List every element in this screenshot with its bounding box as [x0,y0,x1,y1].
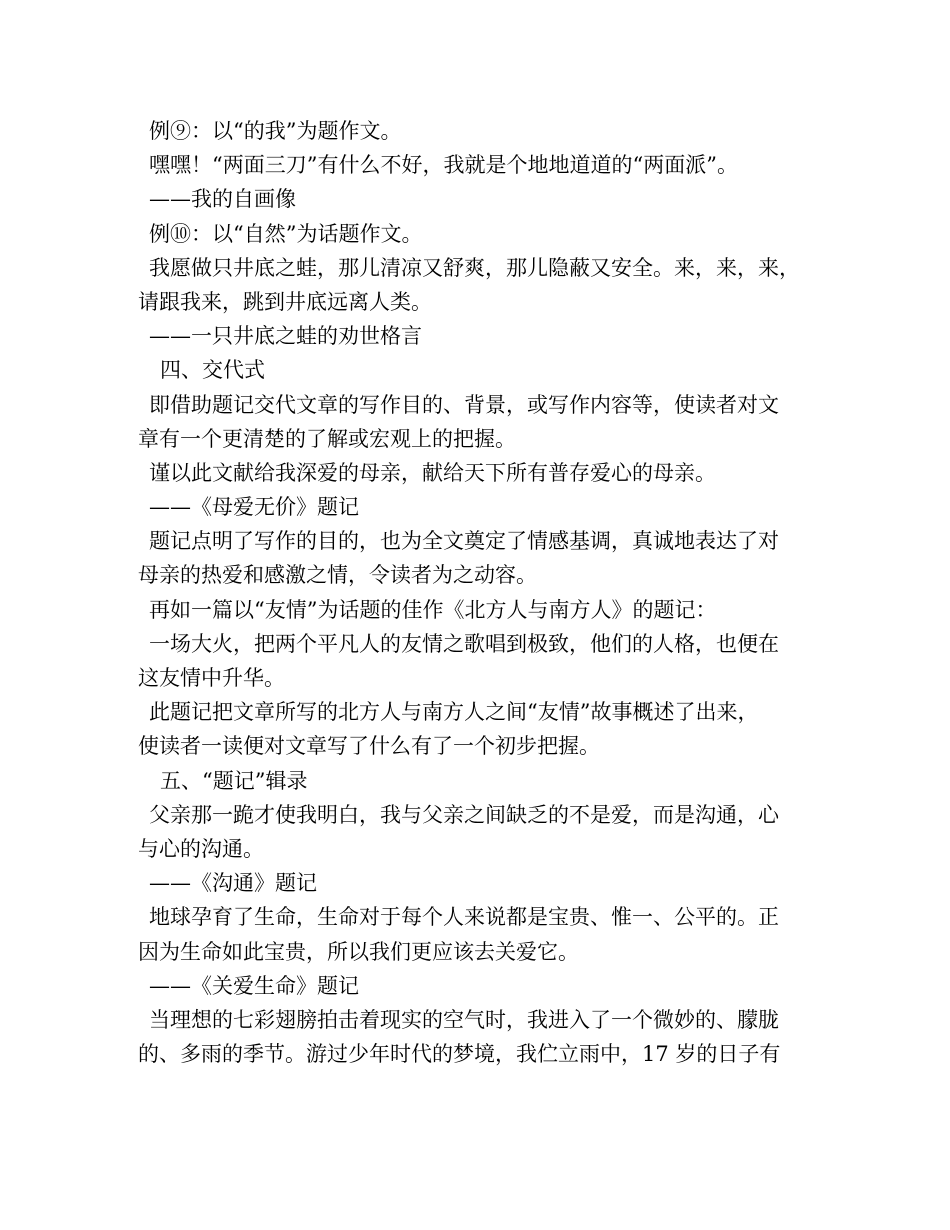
text-line: ——《母爱无价》题记 [149,495,359,520]
text-line: 嘿嘿！“两面三刀”有什么不好，我就是个地地道道的“两面派”。 [149,153,738,178]
text-line: 地球孕育了生命，生命对于每个人来说都是宝贵、惟一、公平的。正 [149,905,779,930]
text-line: 一场大火，把两个平凡人的友情之歌唱到极致，他们的人格，也便在 [149,631,779,656]
text-line: ——《沟通》题记 [149,871,317,896]
text-line: 父亲那一跪才使我明白，我与父亲之间缺乏的不是爱，而是沟通，心 [149,802,779,827]
text-line: 与心的沟通。 [138,836,264,861]
text-line: 例⑩：以“自然”为话题作文。 [149,221,423,246]
text-line: 使读者一读便对文章写了什么有了一个初步把握。 [138,734,600,759]
text-line: 即借助题记交代文章的写作目的、背景，或写作内容等，使读者对文 [149,392,779,417]
text-line: ——《关爱生命》题记 [149,973,359,998]
text-line: 题记点明了写作的目的，也为全文奠定了情感基调，真诚地表达了对 [149,529,779,554]
text-line: ——一只井底之蛙的劝世格言 [149,324,422,349]
text-line: ——我的自画像 [149,187,296,212]
text-line: 因为生命如此宝贵，所以我们更应该去关爱它。 [138,939,579,964]
text-line: 的、多雨的季节。游过少年时代的梦境，我伫立雨中，17 岁的日子有 [138,1042,781,1067]
text-line: 当理想的七彩翅膀拍击着现实的空气时，我进入了一个微妙的、朦胧 [149,1007,779,1032]
text-line: 再如一篇以“友情”为话题的佳作《北方人与南方人》的题记： [149,597,717,622]
text-line: 章有一个更清楚的了解或宏观上的把握。 [138,426,516,451]
section-heading: 四、交代式 [160,358,265,383]
text-line: 这友情中升华。 [138,666,285,690]
text-line: 例⑨：以“的我”为题作文。 [149,119,402,143]
text-line: 我愿做只井底之蛙，那儿清凉又舒爽，那儿隐蔽又安全。来，来，来， [149,255,800,280]
text-line: 此题记把文章所写的北方人与南方人之间“友情”故事概述了出来， [149,700,759,725]
section-heading: 五、“题记”辑录 [160,768,308,793]
text-line: 谨以此文献给我深爱的母亲，献给天下所有普存爱心的母亲。 [149,460,716,485]
text-line: 请跟我来，跳到井底远离人类。 [138,289,432,314]
text-line: 母亲的热爱和感激之情，令读者为之动容。 [138,563,537,588]
document-body [138,114,838,1071]
